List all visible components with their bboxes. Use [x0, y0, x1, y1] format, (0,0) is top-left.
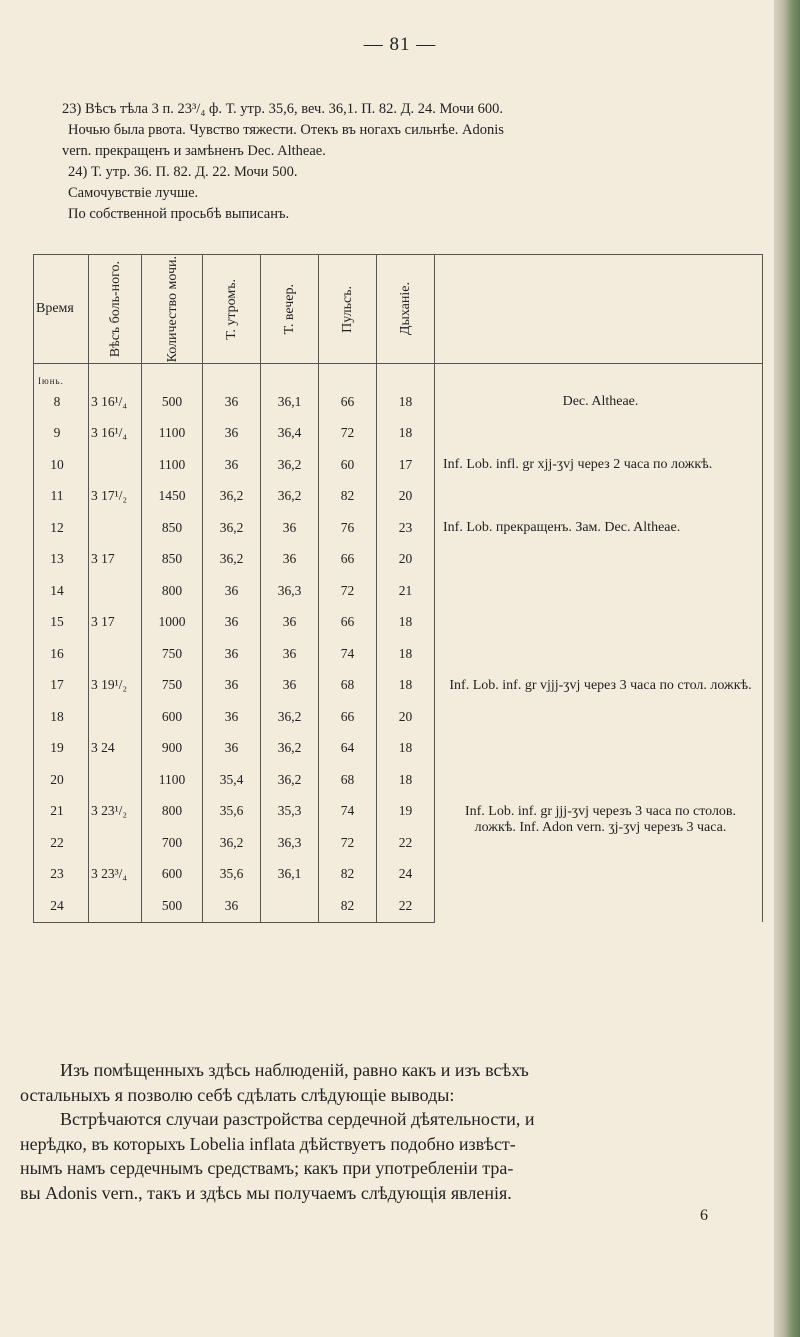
cell-urine: 600 — [142, 701, 203, 733]
cell-pulse: 66 — [319, 544, 377, 576]
cell-temp-evening: 36,2 — [261, 449, 319, 481]
signature-mark: 6 — [700, 1207, 708, 1224]
month-label: Іюнь. — [34, 364, 89, 387]
table-row — [34, 575, 763, 607]
cell-weight: 3 23³/₄ — [89, 859, 142, 891]
cell-day: 21 — [34, 796, 89, 828]
cell-respiration: 18 — [377, 638, 435, 670]
header-pulse: Пульсъ. — [319, 255, 377, 364]
text-line: остальныхъ я позволю себѣ сдѣлать слѣдующіе выводы: — [20, 1084, 455, 1105]
cell-weight — [89, 890, 142, 922]
cell-urine: 1450 — [142, 481, 203, 513]
cell-temp-morning: 36,2 — [203, 827, 261, 859]
cell-weight: 3 17 — [89, 607, 142, 639]
cell-day: 23 — [34, 859, 89, 891]
cell-temp-morning: 36,2 — [203, 481, 261, 513]
cell-urine: 750 — [142, 670, 203, 702]
cell-respiration: 23 — [377, 512, 435, 544]
cell-urine: 800 — [142, 575, 203, 607]
cell-weight — [89, 701, 142, 733]
cell-prescription: Inf. Lob. inf. gr jjj-ʒvj черезъ 3 часа по столов. ложкѣ. Inf. Adon vern. ʒj-ʒvj черезъ 3 часа. — [435, 796, 763, 923]
text-line: Изъ помѣщенныхъ здѣсь наблюденій, равно какъ и изъ всѣхъ — [60, 1060, 529, 1080]
cell-temp-evening: 36,3 — [261, 827, 319, 859]
cell-temp-evening: 36,1 — [261, 859, 319, 891]
cell-respiration: 18 — [377, 418, 435, 450]
cell-temp-morning: 36 — [203, 386, 261, 418]
cell-day: 19 — [34, 733, 89, 765]
cell-weight: 3 19¹/₂ — [89, 670, 142, 702]
cell-pulse: 66 — [319, 701, 377, 733]
text-line: Встрѣчаются случаи разстройства сердечной дѣятельности, и — [60, 1109, 535, 1129]
cell-urine: 500 — [142, 890, 203, 922]
cell-temp-evening: 36 — [261, 607, 319, 639]
cell-pulse: 64 — [319, 733, 377, 765]
cell-day: 11 — [34, 481, 89, 513]
cell-temp-evening: 36,1 — [261, 386, 319, 418]
cell-respiration: 20 — [377, 481, 435, 513]
cell-day: 24 — [34, 890, 89, 922]
cell-temp-morning: 36,2 — [203, 544, 261, 576]
note-line: Самочувствіе лучше. — [68, 185, 199, 201]
cell-temp-morning: 36 — [203, 890, 261, 922]
table-row — [34, 449, 763, 481]
cell-temp-evening: 36,4 — [261, 418, 319, 450]
note-line: 24) Т. утр. 36. П. 82. Д. 22. Мочи 500. — [68, 164, 298, 180]
cell-day: 8 — [34, 386, 89, 418]
cell-day: 20 — [34, 764, 89, 796]
cell-temp-morning: 36 — [203, 701, 261, 733]
header-temp-evening: Т. вечер. — [261, 255, 319, 364]
cell-urine: 750 — [142, 638, 203, 670]
cell-weight: 3 17 — [89, 544, 142, 576]
cell-pulse: 82 — [319, 859, 377, 891]
cell-pulse: 68 — [319, 764, 377, 796]
cell-weight — [89, 449, 142, 481]
cell-respiration: 22 — [377, 827, 435, 859]
cell-weight: 3 23¹/₂ — [89, 796, 142, 828]
cell-temp-evening: 36 — [261, 670, 319, 702]
cell-day: 9 — [34, 418, 89, 450]
header-time: Время — [34, 255, 89, 364]
cell-respiration: 21 — [377, 575, 435, 607]
cell-temp-morning: 35,4 — [203, 764, 261, 796]
cell-day: 16 — [34, 638, 89, 670]
table-row — [34, 733, 763, 765]
note-line: 23) Вѣсъ тѣла 3 п. 23³/₄ ф. Т. утр. 35,6, веч. 36,1. П. 82. Д. 24. Мочи 600. — [62, 101, 504, 117]
header-respiration: Дыханіе. — [377, 255, 435, 364]
cell-temp-evening: 35,3 — [261, 796, 319, 828]
cell-respiration: 18 — [377, 764, 435, 796]
table-row — [34, 796, 763, 828]
header-urine: Количество мочи. — [142, 255, 203, 364]
text-line: нымъ намъ сердечнымъ средствамъ; какъ при употребленіи тра- — [20, 1158, 514, 1178]
page-edge — [774, 0, 800, 1337]
cell-weight: 3 17¹/₂ — [89, 481, 142, 513]
cell-temp-evening: 36 — [261, 512, 319, 544]
cell-respiration: 17 — [377, 449, 435, 481]
table-row — [34, 670, 763, 702]
table-row — [34, 418, 763, 450]
cell-respiration: 20 — [377, 544, 435, 576]
observation-table — [33, 254, 763, 923]
cell-weight — [89, 575, 142, 607]
cell-respiration: 19 — [377, 796, 435, 828]
cell-day: 17 — [34, 670, 89, 702]
cell-respiration: 22 — [377, 890, 435, 922]
cell-temp-evening: 36 — [261, 638, 319, 670]
cell-urine: 600 — [142, 859, 203, 891]
cell-weight — [89, 827, 142, 859]
cell-pulse: 76 — [319, 512, 377, 544]
cell-weight: 3 16¹/₄ — [89, 418, 142, 450]
table-row — [34, 638, 763, 670]
cell-temp-morning: 36 — [203, 575, 261, 607]
cell-pulse: 82 — [319, 890, 377, 922]
cell-pulse: 60 — [319, 449, 377, 481]
cell-temp-morning: 36 — [203, 607, 261, 639]
table-row — [34, 607, 763, 639]
month-row — [34, 364, 763, 387]
cell-pulse: 74 — [319, 796, 377, 828]
cell-day: 10 — [34, 449, 89, 481]
cell-temp-morning: 36 — [203, 449, 261, 481]
cell-weight — [89, 638, 142, 670]
cell-day: 18 — [34, 701, 89, 733]
header-temp-morning: Т. утромъ. — [203, 255, 261, 364]
cell-prescription: Inf. Lob. прекращенъ. Зам. Dec. Althеae. — [435, 512, 763, 575]
cell-weight — [89, 764, 142, 796]
cell-temp-evening — [261, 890, 319, 922]
cell-pulse: 74 — [319, 638, 377, 670]
header-weight: Вѣсъ боль-ного. — [89, 255, 142, 364]
note-line: По собственной просьбѣ выписанъ. — [68, 206, 290, 222]
cell-respiration: 18 — [377, 670, 435, 702]
header-prescription — [435, 255, 763, 364]
cell-urine: 850 — [142, 544, 203, 576]
cell-urine: 1100 — [142, 418, 203, 450]
cell-temp-morning: 36 — [203, 733, 261, 765]
cell-urine: 800 — [142, 796, 203, 828]
table-row — [34, 764, 763, 796]
cell-day: 12 — [34, 512, 89, 544]
cell-pulse: 72 — [319, 575, 377, 607]
cell-day: 15 — [34, 607, 89, 639]
cell-day: 13 — [34, 544, 89, 576]
cell-pulse: 72 — [319, 827, 377, 859]
cell-urine: 900 — [142, 733, 203, 765]
cell-pulse: 82 — [319, 481, 377, 513]
table-row — [34, 386, 763, 418]
text-line: вы Adonis vern., такъ и здѣсь мы получаемъ слѣдующія явленія. — [20, 1182, 512, 1203]
table-header-row — [34, 255, 763, 364]
cell-prescription: Dec. Althеae. — [435, 386, 763, 418]
cell-respiration: 18 — [377, 607, 435, 639]
cell-temp-evening: 36,3 — [261, 575, 319, 607]
cell-pulse: 66 — [319, 607, 377, 639]
text-line: нерѣдко, въ которыхъ Lobelia inflata дѣйствуетъ подобно извѣст- — [20, 1133, 516, 1154]
cell-temp-evening: 36,2 — [261, 481, 319, 513]
cell-temp-morning: 35,6 — [203, 859, 261, 891]
note-line: vern. прекращенъ и замѣненъ Dec. Althеae. — [62, 143, 326, 159]
cell-pulse: 72 — [319, 418, 377, 450]
cell-weight: 3 24 — [89, 733, 142, 765]
cell-urine: 850 — [142, 512, 203, 544]
table-row — [34, 512, 763, 544]
cell-respiration: 18 — [377, 733, 435, 765]
cell-temp-evening: 36,2 — [261, 764, 319, 796]
clinical-notes — [62, 99, 752, 225]
note-line: Ночью была рвота. Чувство тяжести. Отекъ въ ногахъ сильнѣе. Adonis — [68, 122, 504, 138]
cell-respiration: 20 — [377, 701, 435, 733]
cell-temp-morning: 35,6 — [203, 796, 261, 828]
cell-day: 14 — [34, 575, 89, 607]
cell-pulse: 68 — [319, 670, 377, 702]
cell-temp-evening: 36,2 — [261, 701, 319, 733]
cell-urine: 500 — [142, 386, 203, 418]
cell-weight: 3 16¹/₄ — [89, 386, 142, 418]
cell-urine: 1000 — [142, 607, 203, 639]
cell-weight — [89, 512, 142, 544]
cell-urine: 1100 — [142, 449, 203, 481]
page-number: — 81 — — [363, 34, 437, 55]
cell-temp-morning: 36 — [203, 418, 261, 450]
cell-urine: 700 — [142, 827, 203, 859]
cell-urine: 1100 — [142, 764, 203, 796]
cell-day: 22 — [34, 827, 89, 859]
cell-temp-evening: 36,2 — [261, 733, 319, 765]
cell-respiration: 24 — [377, 859, 435, 891]
cell-temp-evening: 36 — [261, 544, 319, 576]
cell-pulse: 66 — [319, 386, 377, 418]
conclusion-text — [20, 1058, 760, 1205]
cell-prescription: Inf. Lob. inf. gr vjjj-ʒvj через 3 часа по стол. ложкѣ. — [435, 670, 763, 733]
cell-temp-morning: 36 — [203, 670, 261, 702]
cell-respiration: 18 — [377, 386, 435, 418]
cell-temp-morning: 36 — [203, 638, 261, 670]
cell-temp-morning: 36,2 — [203, 512, 261, 544]
cell-prescription: Inf. Lob. infl. gr xjj-ʒvj через 2 часа по ложкѣ. — [435, 449, 763, 512]
